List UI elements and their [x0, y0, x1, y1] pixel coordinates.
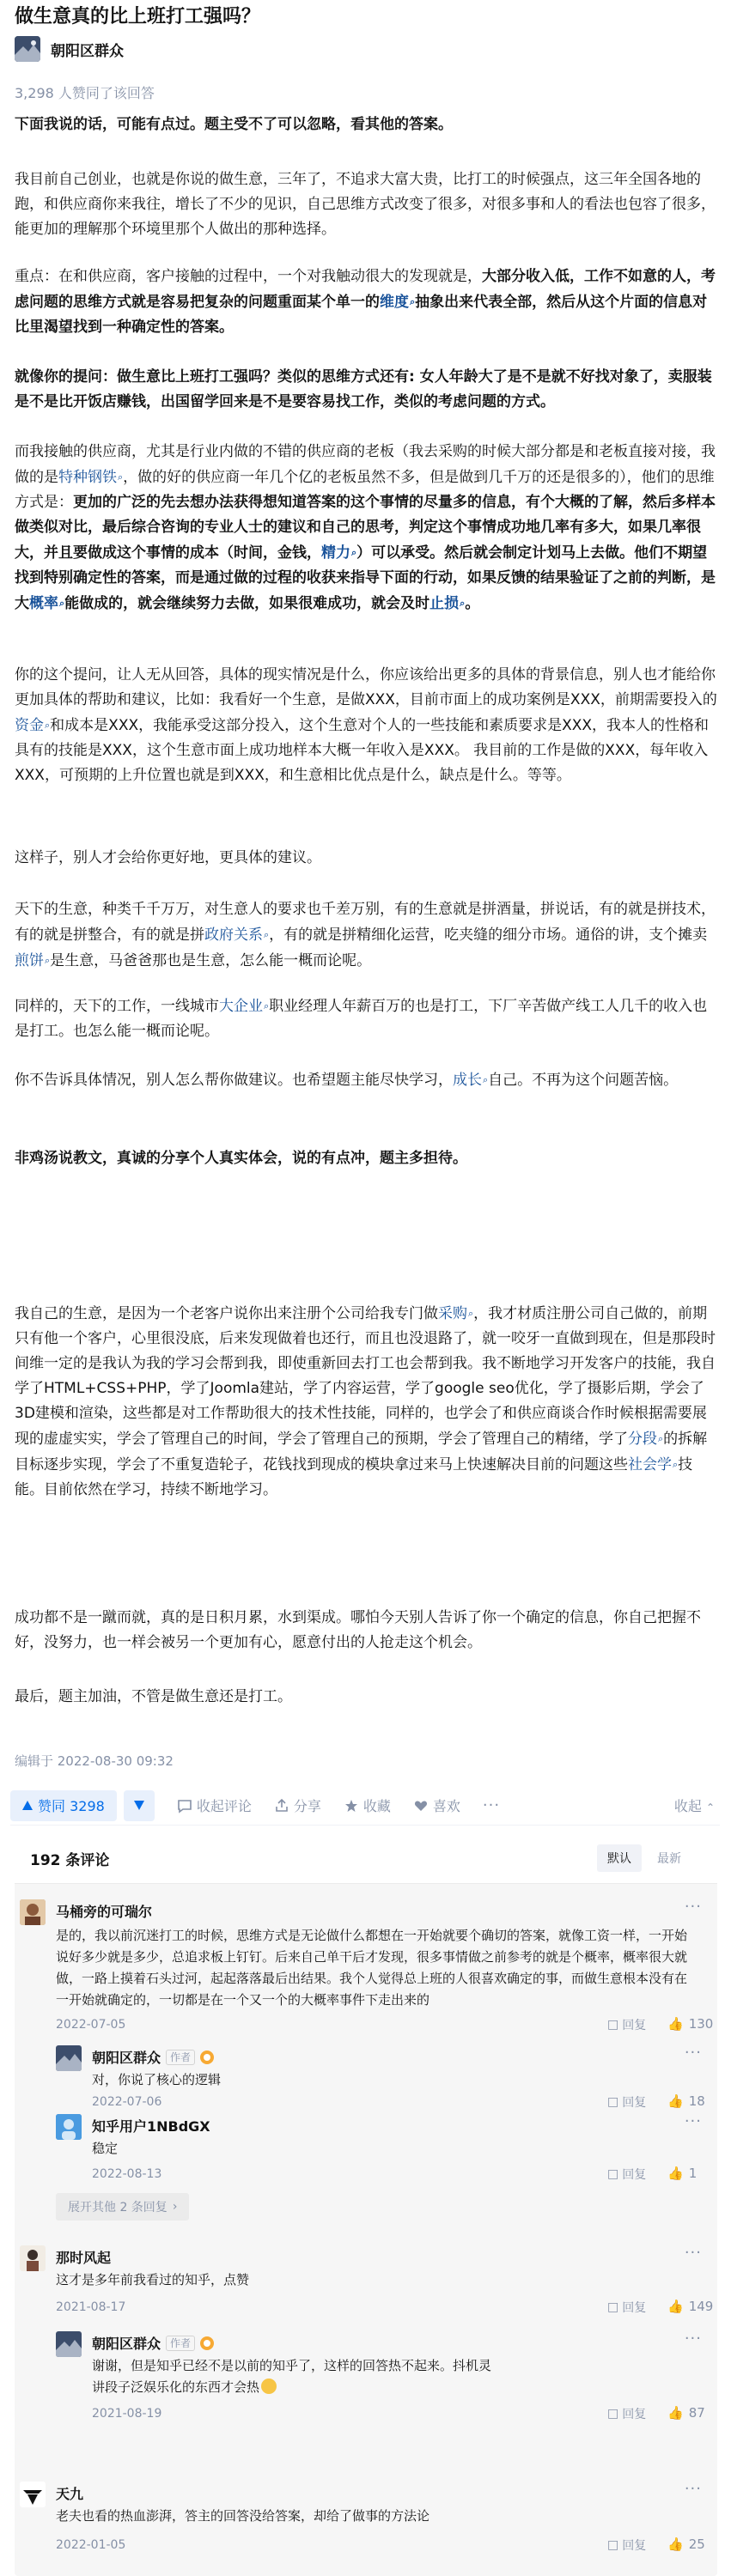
badge-icon	[200, 2050, 214, 2064]
chevron-up-icon: ⌃	[705, 1801, 715, 1814]
sort-latest-tab[interactable]: 最新	[657, 1852, 681, 1866]
comment-text-body: 谢谢，但是知乎已经不是以前的知乎了，这样的回答热不起来。抖机灵讲段子泛娱乐化的东西才会热	[92, 2358, 492, 2395]
reply-label: 回复	[622, 2408, 647, 2421]
comment-more-icon[interactable]: ···	[684, 2330, 702, 2348]
search-keyword-link[interactable]: 特种钢铁 ⌕	[58, 469, 123, 486]
comment-like-button[interactable]	[667, 2299, 713, 2314]
edit-timestamp[interactable]: 编辑于 2022-08-30 09:32	[15, 1753, 174, 1769]
reply-label: 回复	[622, 2168, 647, 2182]
commenter-name[interactable]: 马桶旁的可瑞尔	[56, 1904, 153, 1920]
comment-reply-button[interactable]	[607, 2093, 646, 2111]
reply-icon: □	[607, 2095, 619, 2109]
comment-more-icon[interactable]: ···	[684, 1898, 702, 1916]
comment-like-count: 87	[688, 2405, 705, 2421]
comment-reply-item	[15, 2109, 717, 2182]
paragraph-text: 技能。目前依然在学习，持续不断地学习。	[15, 1456, 693, 1498]
comment-reply-button[interactable]	[607, 2166, 646, 2183]
comment-text: 这才是多年前我看过的知乎，点赞	[56, 2272, 250, 2287]
comment-more-icon[interactable]: ···	[684, 2480, 702, 2498]
comment-text	[92, 2355, 496, 2398]
commenter-name[interactable]: 知乎用户1NBdGX	[92, 2118, 210, 2135]
answer-paragraph-11: 非鸡汤说教文，真诚的分享个人真实体会，说的有点冲，题主多担待。	[15, 1150, 467, 1167]
answer-paragraph-5	[15, 440, 717, 617]
answer-paragraph-9	[15, 993, 717, 1044]
paragraph-text: 我自己的生意，是因为一个老客户说你出来注册个公司给我专门做	[15, 1305, 438, 1322]
answer-paragraph-2: 我目前自己创业，也就是你说的做生意，三年了，不追求大富大贵，比打工的时候强点，这三年全国各地的跑，和供应商你来我往，增长了不少的见识，自己思维方式改变了很多，对很多事和人的看法也包容了很多，能更加的理解那个环境里那个人做出的那种选择。	[15, 171, 716, 238]
paragraph-text: ，有的就是拼精细化运营，吃夹缝的细分市场。通俗的讲，支个摊卖	[269, 927, 708, 944]
emphasis-text: 。	[465, 595, 480, 612]
answer-paragraph-7: 这样子，别人才会给你更好地，更具体的建议。	[15, 849, 321, 866]
author-avatar[interactable]	[15, 36, 40, 62]
comments-header	[15, 1832, 717, 1884]
commenter-name[interactable]: 朝阳区群众	[92, 2336, 161, 2352]
search-keyword-link[interactable]: 大企业 ⌕	[219, 998, 269, 1015]
thumbs-up-icon: 👍	[667, 2166, 684, 2181]
answer-paragraph-1: 下面我说的话，可能有点过。题主受不了可以忽略，看其他的答案。	[15, 116, 453, 133]
reply-icon: □	[607, 2018, 619, 2032]
reply-label: 回复	[622, 2301, 647, 2315]
commenter-avatar[interactable]	[20, 2245, 46, 2271]
collapse-label: 收起	[673, 1798, 702, 1814]
emphasis-text: ）可以承受。然后就会制定计划马上去做。他们不期望找到特别确定性的答案，而是通过做的过程的收获来指导下面的行动，如果反馈的结果验证了之前的判断，是大	[15, 544, 716, 612]
comment-like-count: 25	[688, 2537, 705, 2552]
paragraph-text: 你的这个提问，让人无从回答，具体的现实情况是什么，你应该给出更多的具体的背景信息，别人也才能给你更加具体的帮助和建议，比如：我看好一个生意，是做XXX，目前市面上的成功案例是XXX，前期需要投入的	[15, 666, 717, 708]
expand-replies-label: 展开其他 2 条回复	[68, 2201, 168, 2215]
paragraph-text: 重点：在和供应商，客户接触的过程中，一个对我触动很大的发现就是，	[15, 268, 482, 285]
comment-like-count: 1	[688, 2166, 697, 2181]
comment-item	[15, 2240, 717, 2318]
paragraph-text: 是生意，马爸爸那也是生意，怎么能一概而论呢。	[50, 952, 372, 969]
upvote-button[interactable]	[10, 1790, 117, 1821]
emphasis-text: 能做成的，就会继续努力去做，如果很难成功，就会及时	[64, 595, 430, 612]
vote-summary: 3,298 人赞同了该回答	[15, 85, 155, 101]
reply-icon: □	[607, 2300, 619, 2314]
search-keyword-link[interactable]: 概率 ⌕	[29, 595, 64, 612]
comment-text: 老夫也看的热血澎湃，答主的回答没给答案，却给了做事的方法论	[56, 2508, 430, 2524]
collapse-answer-button[interactable]	[674, 1795, 715, 1815]
comment-like-count: 149	[688, 2299, 714, 2314]
paragraph-text: ，我才材质注册公司自己做的，前期只有他一个客户，心里很没底，后来发现做着也还行，而且也没退路了，就一咬牙一直做到现在，但是那段时间维一定的是我认为我的学习会帮到我，即使重新回去打工也会帮到我。我不断地学习开发客户的技能，我自学了HTML+CSS+PHP，学了Joomla建站，学了内容运营，学了google seo优化，学了摄影后期，学会了3D建模和渲染，这些都是对工作帮助很大的技术性技能，同样的，也学会了和供应商谈合作时候根据需要展现的虚虚实实，学会了管理自己的时间，学会了管理自己的预期，学会了管理自己的精绪，学了	[15, 1305, 716, 1448]
favorite-label: 收藏	[362, 1798, 391, 1814]
thumbs-up-icon: 👍	[667, 2299, 684, 2314]
action-bar	[10, 1786, 720, 1826]
comment-reply-button[interactable]	[607, 2537, 646, 2554]
commenter-name[interactable]: 天九	[56, 2486, 84, 2502]
thumbs-up-icon: 👍	[667, 2093, 684, 2109]
paragraph-text: 自己。不再为这个问题苦恼。	[488, 1072, 679, 1089]
answer-paragraph-6	[15, 663, 717, 788]
search-keyword-link[interactable]: 社会学 ⌕	[628, 1456, 678, 1473]
answer-paragraph-12	[15, 1301, 717, 1503]
comment-like-button[interactable]	[667, 2537, 705, 2552]
comment-date: 2022-07-06	[92, 2095, 162, 2109]
comment-reply-button[interactable]	[607, 2016, 646, 2033]
more-dots-icon: ···	[482, 1796, 501, 1814]
answer-paragraph-3	[15, 264, 717, 340]
question-title[interactable]: 做生意真的比上班打工强吗？	[15, 6, 261, 27]
answer-paragraph-8	[15, 897, 717, 974]
commenter-avatar[interactable]	[56, 2331, 82, 2357]
emphasis-text: 大部分收入低，工作不如意的人，考虑问题的思维方式就是容易把复杂的问题重面某个单一的	[15, 268, 716, 311]
search-keyword-link[interactable]: 精力 ⌕	[321, 544, 356, 562]
badge-icon	[200, 2336, 214, 2350]
search-keyword-link[interactable]: 止损 ⌕	[429, 595, 465, 612]
share-label: 分享	[293, 1798, 321, 1814]
emphasis-text: 更加的广泛的先去想办法获得想知道答案的这个事情的尽量多的信息，有个大概的了解，然后多样本做类似对比，最后综合咨询的专业人士的建议和自己的思考，判定这个事情成功地几率有多大，如果几率很大，并且要做成这个事情的成本（时间，金钱，	[15, 494, 716, 562]
reply-icon: □	[607, 2538, 619, 2552]
share-icon	[274, 1798, 289, 1814]
reply-icon: □	[607, 2167, 619, 2181]
paragraph-text: 和成本是XXX，我能承受这部分投入，这个生意对个人的一些技能和素质要求是XXX，我本人的性格和具有的技能是XXX，这个生意市面上成功地样本大概一年收入是XXX。 我目前的工作是做的XXX，每年收入XXX，可预期的上升位置也就是到XXX，和生意相比优点是什么，缺点是什么。等等。	[15, 717, 710, 784]
favorite-button[interactable]	[344, 1795, 391, 1815]
paragraph-text: 而我接触的供应商，尤其是行业内做的不错的供应商的老板（我去采购的时候大部分都是和老板直接对接，我做的是	[15, 443, 716, 486]
comment-item	[15, 2476, 717, 2562]
author-name[interactable]: 朝阳区群众	[51, 42, 124, 60]
downvote-button[interactable]	[124, 1790, 155, 1821]
commenter-name-row	[92, 2333, 214, 2353]
star-icon	[344, 1798, 359, 1814]
comment-more-icon[interactable]: ···	[684, 2112, 702, 2130]
commenter-avatar[interactable]	[20, 2482, 46, 2507]
author-tag: 作者	[166, 2050, 195, 2065]
comment-text: 稳定	[92, 2141, 119, 2156]
answer-paragraph-13: 成功都不是一蹴而就，真的是日积月累，水到渠成。哪怕今天别人告诉了你一个确定的信息，你自己把握不好，没努力，也一样会被另一个更加有心，愿意付出的人抢走这个机会。	[15, 1609, 701, 1651]
reply-label: 回复	[622, 2096, 647, 2110]
triangle-up-icon	[22, 1801, 33, 1810]
commenter-name[interactable]: 那时风起	[56, 2250, 112, 2266]
avatar-image-icon	[56, 2045, 82, 2071]
thumbs-up-icon: 👍	[667, 2405, 684, 2421]
comment-like-count: 18	[688, 2093, 705, 2109]
avatar-image-icon	[20, 1899, 46, 1925]
collapse-comments-button[interactable]	[177, 1795, 252, 1815]
emphasis-text: 抽象出来代表全部，然后从这个片面的信息对比里渴望找到一种确定性的答案。	[15, 294, 708, 336]
thumbs-up-icon: 👍	[667, 2016, 684, 2032]
search-keyword-link[interactable]: 煎饼 ⌕	[15, 952, 50, 969]
comment-like-count: 130	[688, 2016, 714, 2032]
avatar-image-icon	[20, 2482, 46, 2507]
sort-default-tab[interactable]: 默认	[597, 1844, 642, 1872]
commenter-avatar[interactable]	[56, 2045, 82, 2071]
laugh-emoji-icon	[261, 2379, 277, 2394]
paragraph-text: 你不告诉具体情况，别人怎么帮你做建议。也希望题主能尽快学习，	[15, 1072, 453, 1089]
author-tag: 作者	[166, 2336, 195, 2351]
comment-like-button[interactable]	[667, 2405, 705, 2421]
expand-replies-button[interactable]	[56, 2193, 189, 2221]
heart-icon	[413, 1798, 429, 1814]
comment-date: 2021-08-17	[56, 2300, 126, 2314]
reply-label: 回复	[622, 2019, 647, 2032]
share-button[interactable]	[274, 1795, 321, 1815]
comment-date: 2021-08-19	[92, 2407, 162, 2421]
avatar-image-icon	[56, 2114, 82, 2140]
search-keyword-link[interactable]: 维度 ⌕	[380, 294, 415, 311]
paragraph-text: ，做的好的供应商一年几个亿的老板虽然不多，但是做到几千万的还是很多的），他们的思维方式是：	[15, 469, 715, 511]
search-keyword-link[interactable]: 分段 ⌕	[628, 1431, 663, 1448]
avatar-image-icon	[15, 36, 40, 62]
avatar-image-icon	[20, 2245, 46, 2271]
commenter-name[interactable]: 朝阳区群众	[92, 2050, 161, 2066]
search-keyword-link[interactable]: 资金 ⌕	[15, 717, 50, 734]
comment-text: 对，你说了核心的逻辑	[92, 2072, 222, 2087]
paragraph-text: 职业经理人年薪百万的也是打工，下厂辛苦做产线工人几千的收入也是打工。也怎么能一概而论呢。	[15, 998, 708, 1040]
comment-reply-item	[15, 2326, 717, 2421]
comment-date: 2022-07-05	[56, 2018, 126, 2032]
search-keyword-link[interactable]: 成长 ⌕	[453, 1072, 488, 1089]
paragraph-text: 天下的生意，种类千千万万，对生意人的要求也千差万别，有的生意就是拼酒量，拼说话，有的就是拼技术，有的就是拼整合，有的就是拼	[15, 901, 716, 944]
answer-paragraph-10	[15, 1067, 717, 1093]
search-keyword-link[interactable]: 采购 ⌕	[438, 1305, 473, 1322]
triangle-down-icon	[134, 1801, 144, 1810]
comment-date: 2022-01-05	[56, 2538, 126, 2552]
like-label: 喜欢	[432, 1798, 460, 1814]
comment-like-button[interactable]	[667, 2166, 697, 2181]
paragraph-text: 的拆解目标逐步实现，学会了不重复造轮子，花钱找到现成的模块拿过来马上快速解决目前的问题这些	[15, 1431, 708, 1473]
answer-paragraph-14: 最后，题主加油，不管是做生意还是打工。	[15, 1688, 292, 1705]
comment-like-button[interactable]	[667, 2016, 713, 2032]
comment-reply-button[interactable]	[607, 2405, 646, 2422]
comments-count: 192 条评论	[30, 1852, 110, 1869]
like-button[interactable]	[413, 1795, 460, 1815]
comment-sort-tabs	[597, 1844, 691, 1872]
author-info	[15, 34, 124, 64]
search-keyword-link[interactable]: 政府关系 ⌕	[204, 927, 269, 944]
comment-date: 2022-08-13	[92, 2167, 162, 2181]
reply-label: 回复	[622, 2539, 647, 2553]
chevron-right-icon: ›	[172, 2200, 178, 2214]
more-options-button[interactable]	[483, 1796, 500, 1814]
comment-text: 是的，我以前沉迷打工的时候，思维方式是无论做什么都想在一开始就要个确切的答案，就像工资一样，一开始说好多少就是多少，总追求板上钉钉。后来自己单干后才发现，很多事情做之前参考的就是个概率，概率很大就做，一路上摸着石头过河，起起落落最后出结果。我个人觉得总上班的人很喜欢确定的事，而做生意根本没有在一开始就确定的，一切都是在一个又一个的大概率事件下走出来的	[56, 1928, 688, 2008]
comment-more-icon[interactable]: ···	[684, 2244, 702, 2262]
comment-icon	[177, 1798, 192, 1814]
collapse-comments-label: 收起评论	[196, 1798, 252, 1814]
commenter-avatar[interactable]	[20, 1899, 46, 1925]
comment-reply-button[interactable]	[607, 2299, 646, 2316]
commenter-avatar[interactable]	[56, 2114, 82, 2140]
paragraph-text: 同样的，天下的工作，一线城市	[15, 998, 219, 1015]
comments-section	[15, 1832, 717, 2576]
comment-item	[15, 1894, 717, 2032]
comment-like-button[interactable]	[667, 2093, 705, 2109]
avatar-image-icon	[56, 2331, 82, 2357]
thumbs-up-icon: 👍	[667, 2537, 684, 2552]
answer-paragraph-4: 就像你的提问：做生意比上班打工强吗？类似的思维方式还有: 女人年龄大了是不是就不好找对象了，卖服装是不是比开饭店赚钱，出国留学回来是不是要容易找工作，类似的考虑问题的方式。	[15, 368, 712, 410]
upvote-label: 赞同 3298	[38, 1798, 105, 1814]
comment-more-icon[interactable]: ···	[684, 2044, 702, 2062]
commenter-name-row	[92, 2047, 214, 2067]
reply-icon: □	[607, 2407, 619, 2421]
comment-reply-item	[15, 2040, 717, 2110]
